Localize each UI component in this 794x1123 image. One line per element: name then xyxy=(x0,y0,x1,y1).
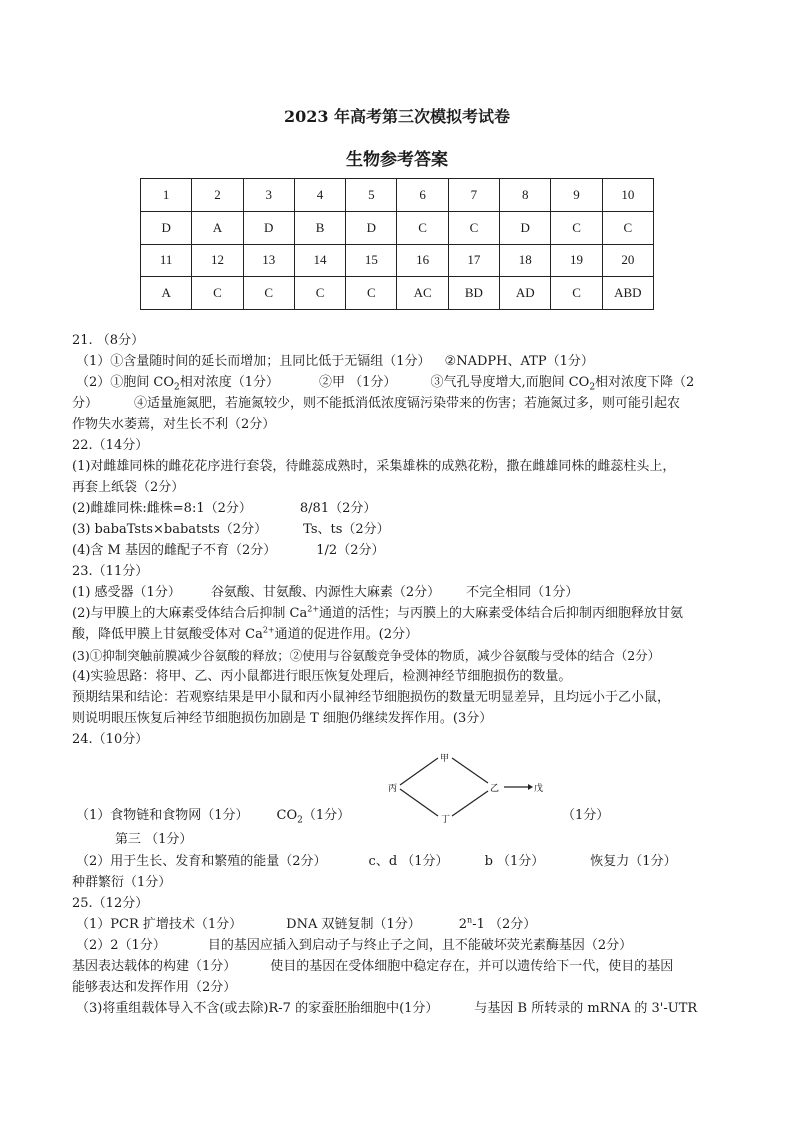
web-arrow-b-d xyxy=(452,758,488,783)
q21-2-answer-b: ②甲 （1分） xyxy=(319,375,397,390)
q24-1-answer-c: （1分） xyxy=(562,808,610,823)
answer-table-cell: 8 xyxy=(500,179,551,212)
q22-2-answer-b: 8/81（2分） xyxy=(299,501,377,516)
web-node-c: 丁 xyxy=(441,815,451,825)
q21-2-points: 分） xyxy=(72,396,99,411)
answer-table-cell: 2 xyxy=(192,179,243,212)
answer-table-cell: 19 xyxy=(551,244,602,277)
q21-line-3 xyxy=(72,394,680,414)
answer-table-number-row xyxy=(141,179,654,212)
q25-1-answer-b: DNA 双链复制（1分） xyxy=(286,917,421,932)
answer-table-cell: AD xyxy=(500,277,551,310)
page-title: 2023 年高考第三次模拟考试卷 xyxy=(283,107,511,126)
web-node-d: 乙 xyxy=(490,784,500,794)
q25-line-1 xyxy=(76,915,536,935)
q21-line-2 xyxy=(76,373,694,393)
q23-1-answer-a: (1) 感受器（1分） xyxy=(72,585,181,600)
q25-line-4: 能够表达和发挥作用（2分） xyxy=(72,980,237,995)
web-arrow-a-c xyxy=(400,789,438,816)
answer-table-cell: ABD xyxy=(602,277,653,310)
answer-table-cell: 5 xyxy=(346,179,397,212)
q23-1-answer-c: 不完全相同（1分） xyxy=(466,585,579,600)
q24-2-answer-d: 恢复力（1分） xyxy=(590,854,677,869)
answer-table-answer-row xyxy=(141,211,654,244)
q22-line-4 xyxy=(72,520,390,540)
web-arrow-a-b xyxy=(400,758,438,785)
q24-line-2: 第三 （1分） xyxy=(115,832,193,847)
q22-2-answer-a: (2)雌雄同株:雌株=8:1（2分） xyxy=(72,501,252,516)
answer-table-cell: C xyxy=(551,277,602,310)
answer-table-cell: C xyxy=(346,277,397,310)
answer-table-cell: 1 xyxy=(141,179,192,212)
answer-table-cell: 6 xyxy=(397,179,448,212)
answer-table-cell: BD xyxy=(448,277,499,310)
q25-1-answer-a: （1）PCR 扩增技术（1分） xyxy=(76,917,243,932)
q21-2-answer-d: ④适量施氮肥，若施氮较少，则不能抵消低浓度镉污染带来的伤害；若施氮过多，则可能引起农 xyxy=(134,396,681,411)
answer-table-cell: C xyxy=(192,277,243,310)
answer-table-cell: AC xyxy=(397,277,448,310)
answer-table-answer-row xyxy=(141,277,654,310)
q25-3-answer-a: （3)将重组载体导入不含(或去除)R-7 的家蚕胚胎细胞中(1分） xyxy=(76,1001,439,1016)
q23-line-2: (2)与甲膜上的大麻素受体结合后抑制 $Ca^{2+}$通道的活性；与丙膜上的大麻素受体结合后抑制丙细胞释放甘氨 xyxy=(72,604,684,621)
q24-2-answer-b: c、d （1分） xyxy=(368,854,449,869)
answer-table-cell: 18 xyxy=(500,244,551,277)
q22-line-1: (1)对雌雄同株的雌花花序进行套袋，待雌蕊成熟时，采集雄株的成熟花粉，撒在雌雄同株的雌蕊柱头上， xyxy=(72,459,676,474)
answer-table-cell: 9 xyxy=(551,179,602,212)
answer-table-cell: C xyxy=(551,211,602,244)
answer-table-cell: C xyxy=(602,211,653,244)
q22-line-5 xyxy=(72,541,384,561)
q25-header: 25.（12分） xyxy=(72,896,149,911)
web-arrow-c-d xyxy=(452,791,488,816)
q21-line-4: 作物失水萎蔫，对生长不利（2分） xyxy=(72,417,276,432)
q22-4-answer-b: 1/2（2分） xyxy=(316,543,385,558)
web-arrowhead-e xyxy=(528,784,533,790)
q24-line-4: 种群繁衍（1分） xyxy=(72,875,172,890)
q22-line-2: 再套上纸袋（2分） xyxy=(72,480,185,495)
answer-table-cell: C xyxy=(243,277,294,310)
q25-1-answer-c: 2$^n$-1 （2分） xyxy=(458,915,537,932)
q25-2-answer-a: （2）2（1分） xyxy=(76,938,166,953)
q25-2-answer-b: 目的基因应插入到启动子与终止子之间，且不能破坏荧光素酶基因（2分） xyxy=(207,938,633,953)
q24-line-3 xyxy=(76,852,677,872)
answer-table-cell: D xyxy=(243,211,294,244)
q24-2-answer-a: （2）用于生长、发育和繁殖的能量（2分） xyxy=(76,854,327,869)
answer-table-cell: 4 xyxy=(294,179,345,212)
q21-1-answer-b: ②NADPH、ATP（1分） xyxy=(444,354,594,369)
answer-table-cell: 3 xyxy=(243,179,294,212)
q25-line-3 xyxy=(72,957,673,977)
answer-table-cell: 20 xyxy=(602,244,653,277)
answer-table-number-row xyxy=(141,244,654,277)
answer-table-cell: 7 xyxy=(448,179,499,212)
q25-line-5 xyxy=(76,999,697,1019)
answer-table-cell: C xyxy=(448,211,499,244)
q24-1-answer-a: （1）食物链和食物网（1分） xyxy=(76,808,249,823)
answer-table-cell: D xyxy=(141,211,192,244)
web-node-e: 戊 xyxy=(534,784,544,794)
page-subtitle: 生物参考答案 xyxy=(346,150,448,170)
q23-line-6: 预期结果和结论：若观察结果是甲小鼠和丙小鼠神经节细胞损伤的数量无明显差异，且均远小于乙小鼠， xyxy=(72,690,671,705)
q25-line-2 xyxy=(76,936,632,956)
q23-line-1 xyxy=(72,583,578,603)
answer-table-cell: 17 xyxy=(448,244,499,277)
web-node-b: 甲 xyxy=(440,754,450,764)
q21-2-answer-c: ③气孔导度增大,而胞间 $CO_2$相对浓度下降（2 xyxy=(430,375,695,393)
answer-table-cell: B xyxy=(294,211,345,244)
q23-line-7: 则说明眼压恢复后神经节细胞损伤加剧是 T 细胞仍继续发挥作用。(3分） xyxy=(72,711,493,726)
answer-table-cell: D xyxy=(346,211,397,244)
q24-header: 24.（10分） xyxy=(72,732,149,747)
q23-line-3: 酸，降低甲膜上甘氨酸受体对 $Ca^{2+}$通道的促进作用。(2分） xyxy=(72,625,418,642)
q21-2-answer-a: （2）①胞间 $CO_2$相对浓度（1分） xyxy=(76,375,280,393)
web-node-a: 丙 xyxy=(388,784,398,794)
q25-2-answer-c: 基因表达载体的构建（1分） xyxy=(72,959,237,974)
answer-table-cell: A xyxy=(192,211,243,244)
q22-3-answer-b: Ts、ts（2分） xyxy=(303,522,390,537)
answer-table-cell: 15 xyxy=(346,244,397,277)
q23-1-answer-b: 谷氨酸、甘氨酸、内源性大麻素（2分） xyxy=(210,585,441,600)
answer-table-cell: C xyxy=(294,277,345,310)
food-web-diagram xyxy=(380,752,550,826)
q24-1-answer-b: $CO_2(1$分） xyxy=(276,808,351,826)
q21-1-answer-a: （1）①含量随时间的延长而增加；且同比低于无镉组（1分） xyxy=(76,354,431,369)
answer-table-cell: C xyxy=(397,211,448,244)
answer-table xyxy=(140,178,654,310)
answer-table-cell: 14 xyxy=(294,244,345,277)
q22-line-3 xyxy=(72,499,376,519)
answer-table-cell: 16 xyxy=(397,244,448,277)
q21-header: 21. （8分） xyxy=(72,333,145,348)
q25-3-answer-b: 与基因 B 所转录的 mRNA 的 3'-UTR xyxy=(474,1001,698,1016)
q25-2-answer-d: 使目的基因在受体细胞中稳定存在，并可以遗传给下一代，使目的基因 xyxy=(270,959,674,974)
answer-table-cell: D xyxy=(500,211,551,244)
q21-line-1 xyxy=(76,352,594,372)
q23-header: 23.（11分） xyxy=(72,564,149,579)
answer-table-cell: 13 xyxy=(243,244,294,277)
answer-table-cell: 10 xyxy=(602,179,653,212)
answer-table-cell: 11 xyxy=(141,244,192,277)
answer-table-cell: A xyxy=(141,277,192,310)
q22-4-answer-a: (4)含 M 基因的雌配子不育（2分） xyxy=(72,543,277,558)
q22-header: 22.（14分） xyxy=(72,438,149,453)
answer-table-cell: 12 xyxy=(192,244,243,277)
q24-line-1 xyxy=(76,806,350,826)
q23-line-5: (4)实验思路：将甲、乙、丙小鼠都进行眼压恢复处理后，检测神经节细胞损伤的数量。 xyxy=(72,669,572,684)
q23-line-4: (3)①抑制突触前膜减少谷氨酸的释放；②使用与谷氨酸竞争受体的物质，减少谷氨酸与受体的结合（2分） xyxy=(72,648,661,663)
q24-2-answer-c: b （1分） xyxy=(484,854,545,869)
q22-3-answer-a: (3) babaTsts×babatsts（2分） xyxy=(72,522,268,537)
